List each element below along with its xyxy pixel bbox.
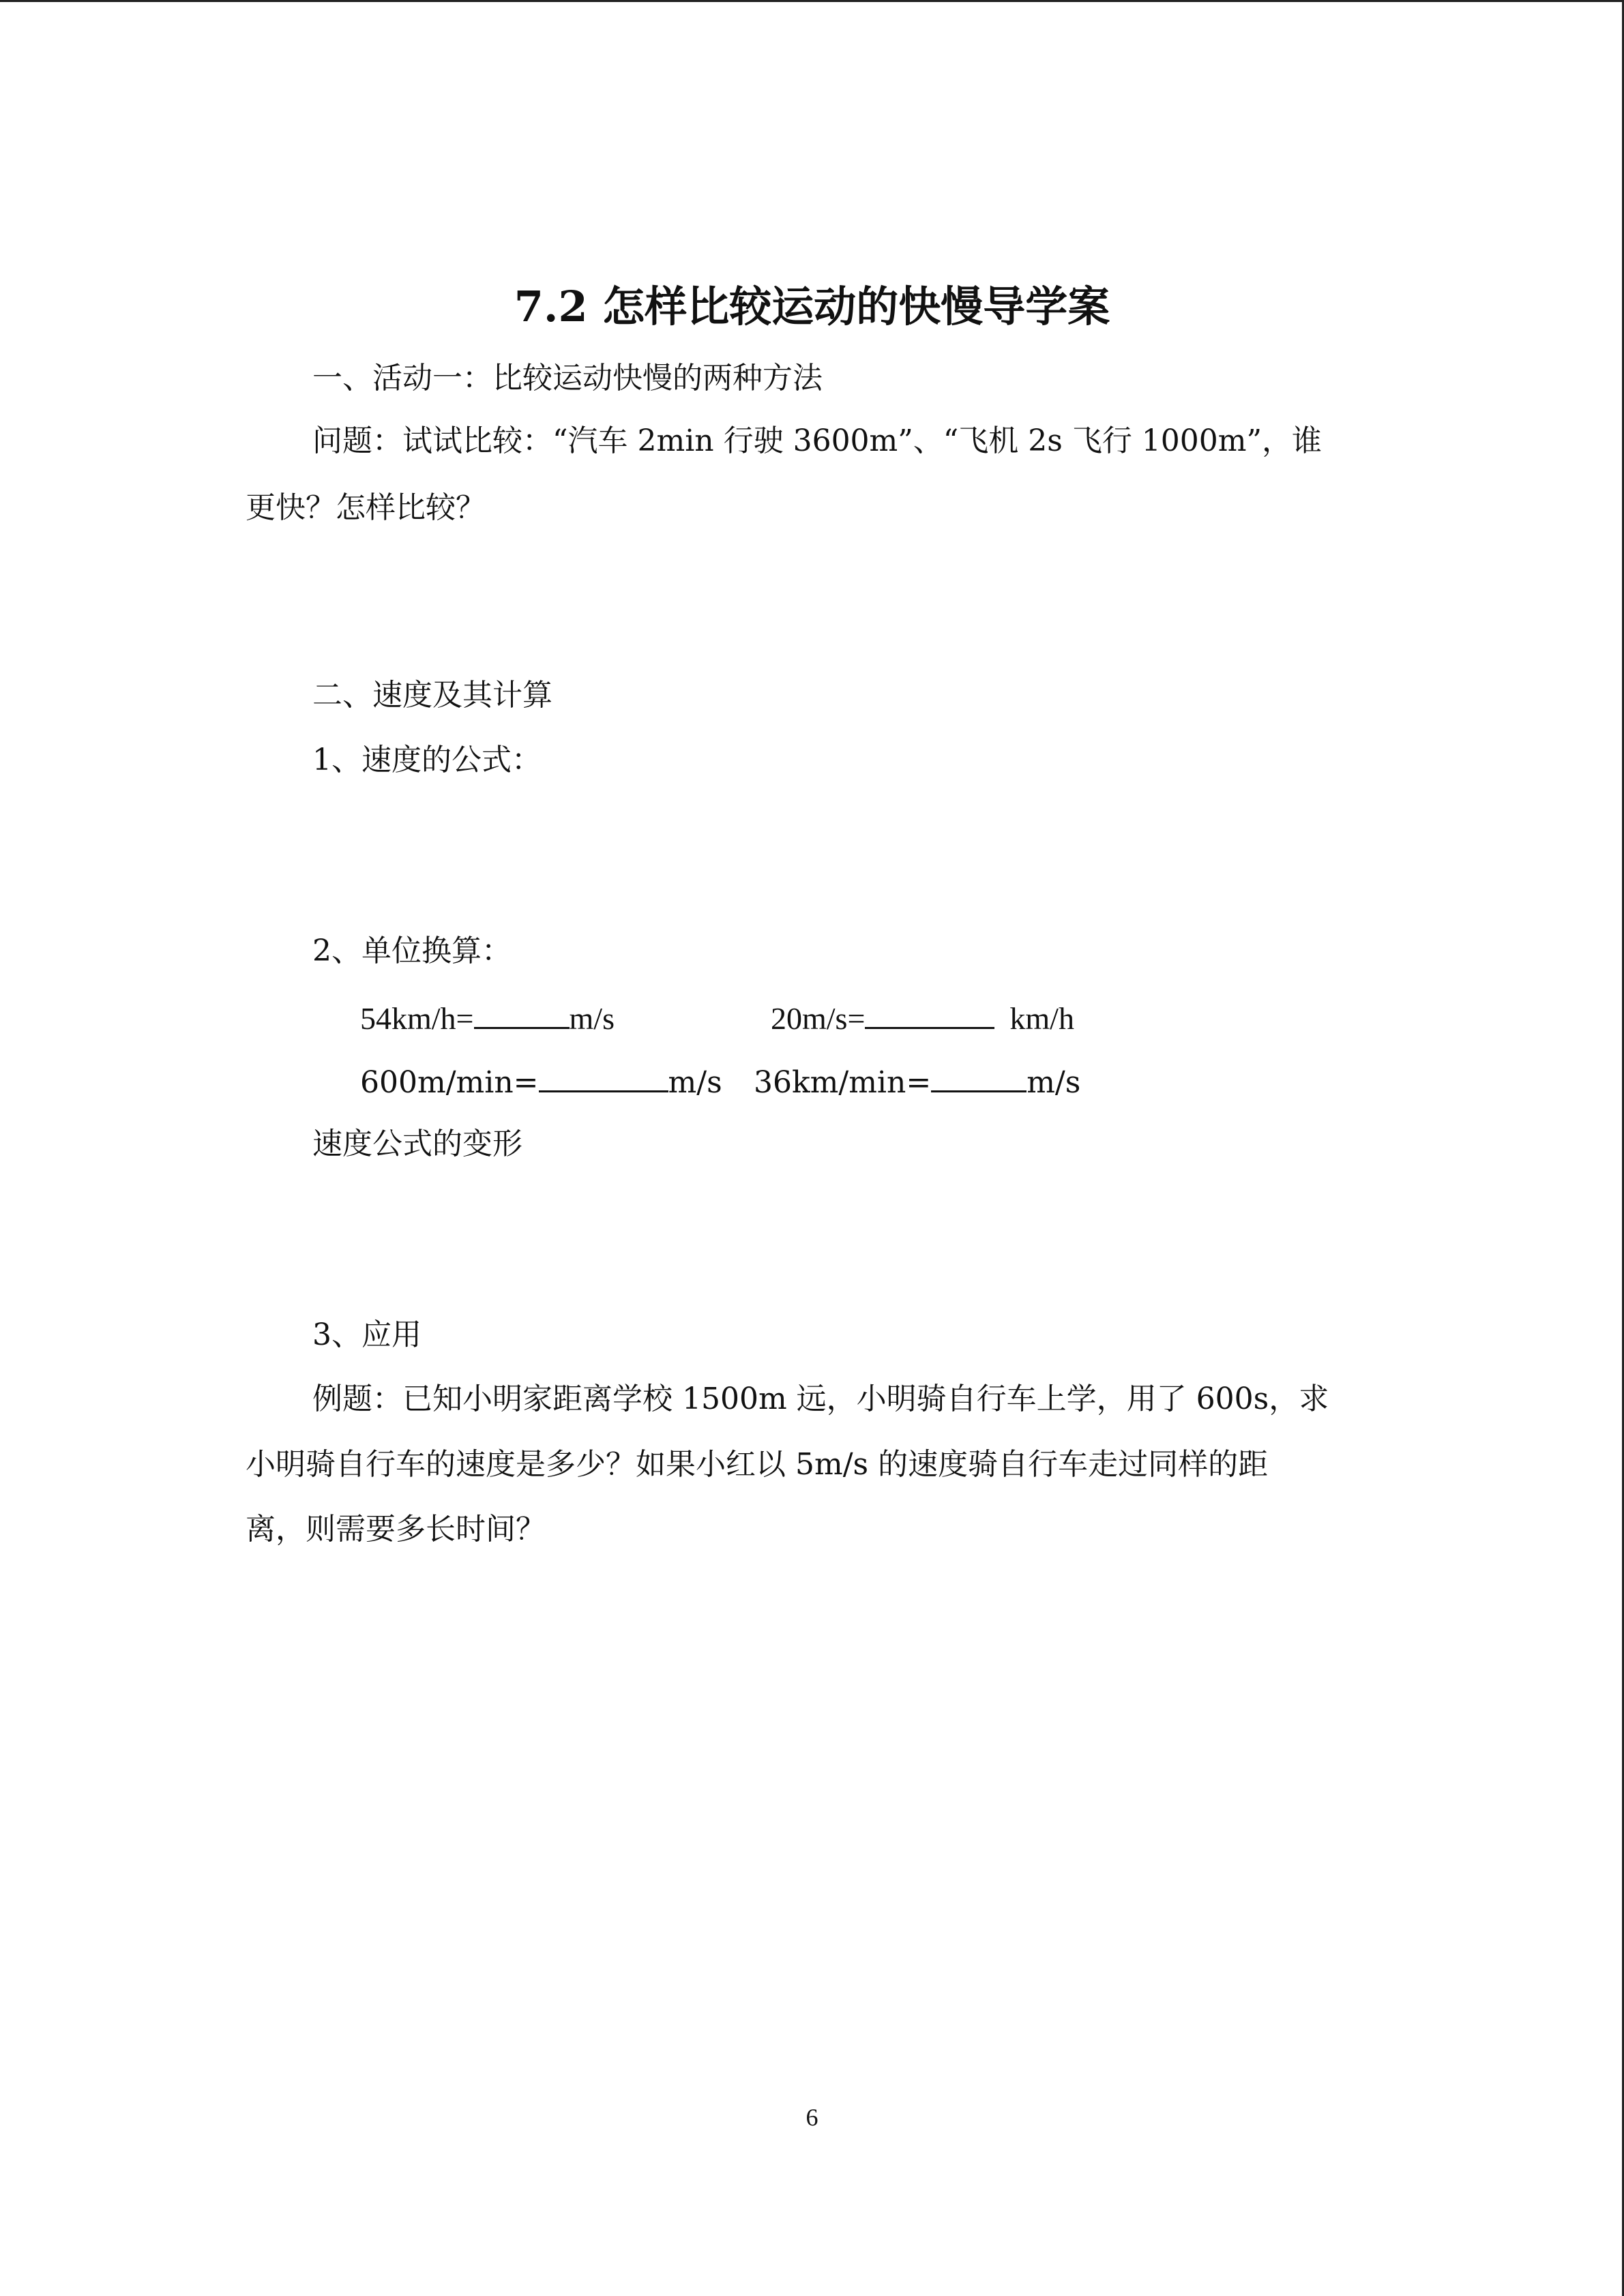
page-number: 6 (806, 2104, 818, 2131)
page-title: 7.2 怎样比较运动的快慢导学案 (514, 282, 1110, 331)
conversion-3-blank[interactable] (539, 1060, 668, 1092)
conversion-1-expression: 54km/h= (360, 1001, 474, 1036)
speed-formula-transform: 速度公式的变形 (312, 1127, 522, 1161)
conversion-4-blank[interactable] (931, 1060, 1027, 1092)
question-line-2: 更快？怎样比较？ (246, 490, 486, 525)
example-line-2: 小明骑自行车的速度是多少？如果小红以 5m/s 的速度骑自行车走过同样的距 (246, 1447, 1269, 1482)
conversion-4 (754, 1060, 1080, 1103)
conversion-3-expression: 600m/min= (360, 1065, 539, 1100)
example-line-3: 离，则需要多长时间？ (246, 1512, 546, 1547)
item-speed-formula: 1、速度的公式： (312, 743, 542, 777)
question-line-1: 问题：试试比较：“汽车 2min 行驶 3600m”、“飞机 2s 飞行 1000m”，谁 (312, 423, 1322, 458)
conversion-3 (360, 1060, 722, 1103)
conversion-1-blank[interactable] (474, 997, 570, 1029)
conversion-1 (360, 997, 615, 1039)
conversion-2-expression: 20m/s= (771, 1001, 866, 1036)
conversion-2-blank[interactable] (865, 997, 994, 1029)
section1-heading: 一、活动一：比较运动快慢的两种方法 (312, 361, 823, 396)
page-border-top (0, 0, 1624, 2)
conversion-4-expression: 36km/min= (754, 1065, 932, 1100)
conversion-2-unit: km/h (1009, 1001, 1074, 1036)
conversion-2 (771, 997, 1074, 1039)
conversion-3-unit: m/s (668, 1065, 722, 1100)
item-application: 3、应用 (312, 1317, 422, 1352)
item-unit-conversion: 2、单位换算： (312, 934, 512, 968)
section2-heading: 二、速度及其计算 (312, 678, 552, 713)
conversion-1-unit: m/s (569, 1001, 615, 1036)
conversion-4-unit: m/s (1027, 1065, 1081, 1100)
example-line-1: 例题：已知小明家距离学校 1500m 远，小明骑自行车上学，用了 600s，求 (312, 1382, 1329, 1416)
